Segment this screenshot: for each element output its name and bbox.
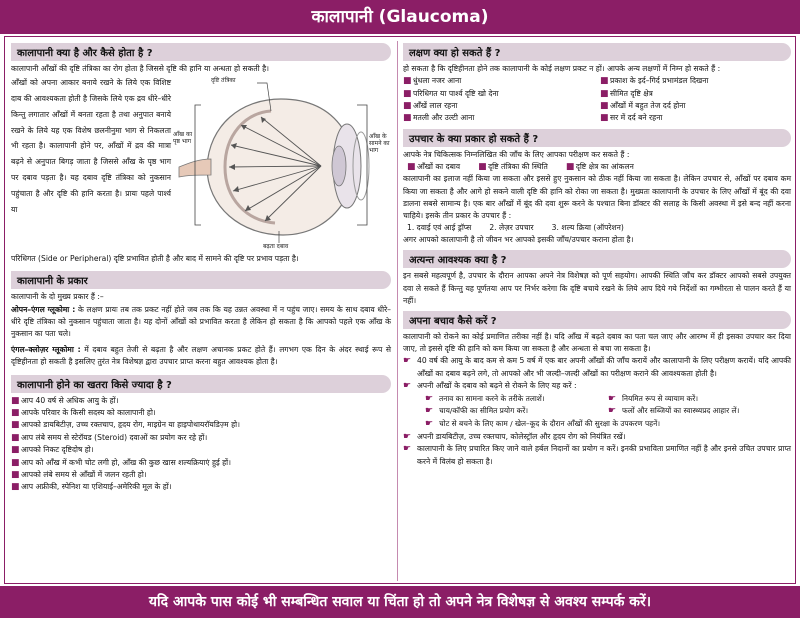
prevention-sub-row: ☛ चोट से बचने के लिए काम / खेल–कूद के दौरान आँखों की सुरक्षा के उपकरण पहनें। [425, 419, 661, 430]
risk-list [11, 395, 391, 494]
pointing-hand-icon: ☛ [403, 356, 412, 367]
list-item: ■ आँखों का दबाव [407, 162, 461, 173]
treatment-options [403, 222, 791, 234]
label-increased-pressure: बढ़ता दबाव [263, 243, 289, 251]
section-heading-types: कालापानी के प्रकार [11, 271, 391, 289]
important-body: इन सबसे महत्वपूर्ण है, उपचार के दौरान आपका अपने नेत्र विशेषज्ञ को पूर्ण सहयोग। आपकी स्थिति जाँच कर डॉक्टर आपको सबसे उपयुक्त दवा ले सकते हैं किन्तु यह पूर्णतया आप पर निर्भर करेगा कि दृष्टि बचाये रखने के लिये आप दिये गये निर्देशों का गम्भीरता से पालन करते हैं या नहीं। [403, 271, 791, 305]
label-optic-nerve: दृष्टि तंत्रिका [211, 77, 236, 85]
bullet-icon: ■ [11, 445, 20, 456]
bullet-icon: ■ [407, 162, 416, 173]
prevention-intro: कालापानी को रोकने का कोई प्रमाणित तरीका नहीं है। यदि आँख में बढ़ते दबाव का पता चल जाए और आरम्भ में ही इसका उपचार कर दिया जाए, तो इससे दृष्टि की हानि को कम किया जा सकता है और अन्धता से बचा जा सकता है। [403, 332, 791, 354]
pointing-hand-icon: ☛ [425, 419, 434, 430]
content-frame [4, 36, 796, 584]
prevention-point-checkup: ☛ 40 वर्ष की आयु के बाद कम से कम 5 वर्ष में एक बार अपनी आँखों की जाँच करायें और कालापानी के लिए परीक्षण करायें। यदि आपकी आँखों का दबाव बढ़ने लगे, तो आपको और भी जल्दी–जल्दी आँखों का परीक्षण कराने की आवश्यकता होती है। [403, 356, 791, 378]
pointing-hand-icon: ☛ [425, 406, 434, 417]
list-item: ■ आपको डायबिटीज़, उच्च रक्तचाप, हृदय रोग, माइग्रेन या हाइपोथायरॉयडिज़्म हो। [11, 420, 241, 431]
bullet-icon: ■ [600, 101, 609, 112]
prevention-sub-row: ☛ तनाव का सामना करने के तरीके तलाशें। ☛ नियमित रूप से व्यायाम करें। [425, 393, 699, 404]
angle-closure-para [11, 344, 391, 368]
bullet-icon: ■ [403, 76, 412, 87]
bullet-icon: ■ [403, 113, 412, 124]
list-item: ■ आपको लंबे समय से आँखों में जलन रहती हो। [11, 470, 147, 481]
bullet-icon: ■ [600, 113, 609, 124]
section-heading-what: कालापानी क्या है और कैसे होता है ? [11, 43, 391, 61]
section-heading-symptoms: लक्षण क्या हो सकते हैं ? [403, 43, 791, 61]
bullet-icon: ■ [11, 457, 20, 468]
list-item: ■ परिधिगत या पार्श्व दृष्टि खो देना [403, 88, 499, 99]
option-medicine: 1. दवाई एवं आई ड्रॉप्स [407, 223, 472, 233]
treatment-intro: आपके नेत्र चिकित्सक निम्नलिखित की जाँच के लिए आपका परीक्षण कर सकते हैं : [403, 149, 630, 159]
bullet-icon: ■ [565, 162, 575, 173]
bullet-icon: ■ [600, 76, 609, 87]
list-item: ■ सर में दर्द बने रहना [600, 113, 663, 124]
angle-closure-title: एंगल–क्लोज़र ग्लूकोमा : [11, 345, 81, 355]
list-item: ■ सीमित दृष्टि क्षेत्र [600, 88, 653, 99]
list-item: ■ आपको निकट दृष्टिदोष हो। [11, 445, 94, 456]
bullet-icon: ■ [403, 101, 412, 112]
list-item: ■ आँखों में बहुत तेज दर्द होना [600, 101, 686, 112]
bullet-icon: ■ [11, 408, 20, 419]
bullet-icon: ■ [478, 162, 487, 173]
pointing-hand-icon: ☛ [425, 393, 434, 404]
list-item: ■ दृष्टि तंत्रिका की स्थिति [478, 162, 548, 173]
symptoms-intro: हो सकता है कि दृष्टिहीनता होने तक कालापानी के कोई लक्षण प्रकट न हों। आपके अन्य लक्षणों में निम्न हो सकते हैं : [403, 64, 721, 73]
bullet-icon: ■ [11, 395, 20, 406]
bullet-icon: ■ [600, 88, 609, 99]
prevention-sub-row: ☛ चाय/कॉफी का सीमित प्रयोग करें। ☛ फलों और सब्जियों का स्वास्थ्यप्रद आहार लें। [425, 406, 740, 417]
pointing-hand-icon: ☛ [608, 393, 617, 404]
page-title: कालापानी (Glaucoma) [311, 7, 489, 27]
list-item: ■ प्रकाश के इर्द–गिर्द प्रभामंडल दिखना [600, 76, 709, 87]
treatment-checks [403, 161, 791, 173]
list-item: ■ दृष्टि क्षेत्र का आंकलन [565, 162, 634, 173]
section-heading-important: अत्यन्त आवश्यक क्या है ? [403, 250, 791, 268]
prevention-point-control: ☛ अपनी डायबिटीज़, उच्च रक्तचाप, कोलेस्ट्रॉल और हृदय रोग को नियंत्रित रखें। [403, 432, 626, 443]
what-tail: परिधिगत (Side or Peripheral) दृष्टि प्रभावित होती है और बाद में सामने की दृष्टि पर प्रभाव पड़ता है। [11, 254, 299, 264]
section-heading-treatment: उपचार के क्या प्रकार हो सकते हैं ? [403, 129, 791, 147]
header-bar [0, 0, 800, 34]
what-intro: कालापानी आँखों की दृष्टि तंत्रिका का रोग होता है जिससे दृष्टि की हानि या अन्धता हो सकती है। [11, 64, 270, 73]
section-heading-prevention: अपना बचाव कैसे करें ? [403, 311, 791, 329]
open-angle-para [11, 304, 391, 341]
what-side-text: आँखों को अपना आकार बनाये रखने के लिये एक विशिष्ट दाब की आवश्यकता होती है जिसके लिये एक द्रव धीरे–धीरे किन्तु लगातार आँखों में बनता रहता है तथा अनुपात बनाये रखने के लिये यह एक विशेष छलनीनुमा भाग से निकलता भी रहता है। कालापानी होने पर, आँखों में द्रव की मात्रा बढ़ने से अनुपात बिगड़ जाता है जिससे आँख के पृष्ठ भाग पर दबाव पड़ता है। यह दबाव दृष्टि तंत्रिका को नुकसान पहुंचाता है और दृष्टि की हानि करता है। प्रायः पहले पार्श्व या [11, 78, 171, 214]
bullet-icon: ■ [11, 432, 20, 443]
label-back-part: आँख का पृष्ठ भाग [173, 131, 193, 146]
section-heading-risk: कालापानी होने का खतरा किसे ज्यादा है ? [11, 375, 391, 393]
angle-closure-text: में दबाव बहुत तेजी से बढ़ता है और लक्षण अचानक प्रकट होते हैं। लगभग एक दिन के अंदर स्थाई रूप से दृष्टिहीनता हो सकती है इसलिए तुरंत नेत्र विशेषज्ञ द्वारा उपचार प्राप्त करना बहुत आवश्यक होता है। [11, 345, 391, 367]
list-item: ■ आपके परिवार के किसी सदस्य को कालापानी हो। [11, 408, 156, 419]
column-divider [397, 41, 398, 581]
pointing-hand-icon: ☛ [403, 444, 412, 455]
option-laser: 2. लेज़र उपचार [489, 223, 534, 233]
pointing-hand-icon: ☛ [403, 432, 412, 443]
bullet-icon: ■ [11, 482, 20, 493]
types-intro: कालापानी के दो मुख्य प्रकार हैं :– [11, 292, 104, 302]
pointing-hand-icon: ☛ [608, 406, 617, 417]
eye-illustration [171, 75, 391, 253]
bullet-icon: ■ [11, 420, 20, 431]
prevention-point-pressure: ☛ अपनी आँखों के दबाव को बढ़ने से रोकने के लिए यह करें : [403, 381, 577, 392]
list-item: ■ आँखें लाल रहना [403, 101, 458, 112]
list-item: ■ आप 40 वर्ष से अधिक आयु के हों। [11, 395, 119, 406]
list-item: ■ आप अफ्रीकी, स्पेनिश या एशियाई–अमेरिकी मूल के हों। [11, 482, 172, 493]
pointing-hand-icon: ☛ [403, 381, 412, 392]
open-angle-title: ओपन–एंगल ग्लूकोमा : [11, 304, 76, 314]
symptoms-list [403, 75, 791, 125]
list-item: ■ आप लंबे समय से स्टेरॉयड (Steroid) दवाओं का प्रयोग कर रहे हों। [11, 432, 208, 443]
treatment-body: कालापानी का इलाज नहीं किया जा सकता और इससे हुए नुकसान को ठीक नहीं किया जा सकता है। लेकिन उपचार से, आँखों पर दबाव कम किया जा सकता है और आगे हो सकने वाली दृष्टि की हानि को रोका जा सकता है। मुख्यतः कालापानी के उपचार के लिए आँखों में बूंद की दवा डालना सबसे सामान्य है। एक बार आँखों में बूंद की दवा शुरू करने के पश्चात बिना डॉक्टर की सलाह के किसी अवस्था में इसे बन्द नहीं करना चाहिये। इसके तीन प्रकार के उपचार हैं : [403, 174, 791, 221]
left-column [11, 41, 391, 494]
eye-section [11, 75, 391, 253]
open-angle-text: के लक्षण प्रायः तब तक प्रकट नहीं होते जब तक कि यह उन्नत अवस्था में न पहुंच जाए। समय के साथ दबाव धीरे–धीरे दृष्टि तंत्रिका को नुकसान पहुंचाता जाता है। यह दोनों आँखों को प्रभावित करता है लेकिन हो सकता है कि आपको पहले एक आँख के नुकसान का पता चले। [11, 304, 391, 339]
right-column [403, 41, 791, 468]
prevention-point-herbal: ☛ कालापानी के लिए प्रचारित किए जाने वाले हर्बल निदानों का प्रयोग न करें। इनकी प्रभाविता प्रमाणित नहीं है और इनसे उचित उपचार प्राप्त करने में विलंब हो सकता है। [403, 444, 791, 466]
bullet-icon: ■ [11, 470, 20, 481]
treatment-tail: अगर आपको कालापानी है तो जीवन भर आपको इसकी जाँच/उपचार कराना होता है। [403, 235, 634, 245]
footer-bar [0, 586, 800, 618]
option-surgery: 3. शल्य क्रिया (ऑपरेशन) [551, 223, 624, 233]
list-item: ■ धुंधला नजर आना [403, 76, 462, 87]
label-front-part: आँख के सामने का भाग [369, 133, 390, 155]
list-item: ■ मतली और उल्टी आना [403, 113, 475, 124]
bullet-icon: ■ [403, 88, 412, 99]
eye-diagram [171, 75, 391, 253]
footer-text: यदि आपके पास कोई भी सम्बन्धित सवाल या चिंता हो तो अपने नेत्र विशेषज्ञ से अवश्य सम्पर्क करें। [148, 594, 652, 610]
list-item: ■ आप को आँख में कभी चोट लगी हो, आँख की कुछ खास शल्यक्रियाएं हुई हों। [11, 457, 232, 468]
